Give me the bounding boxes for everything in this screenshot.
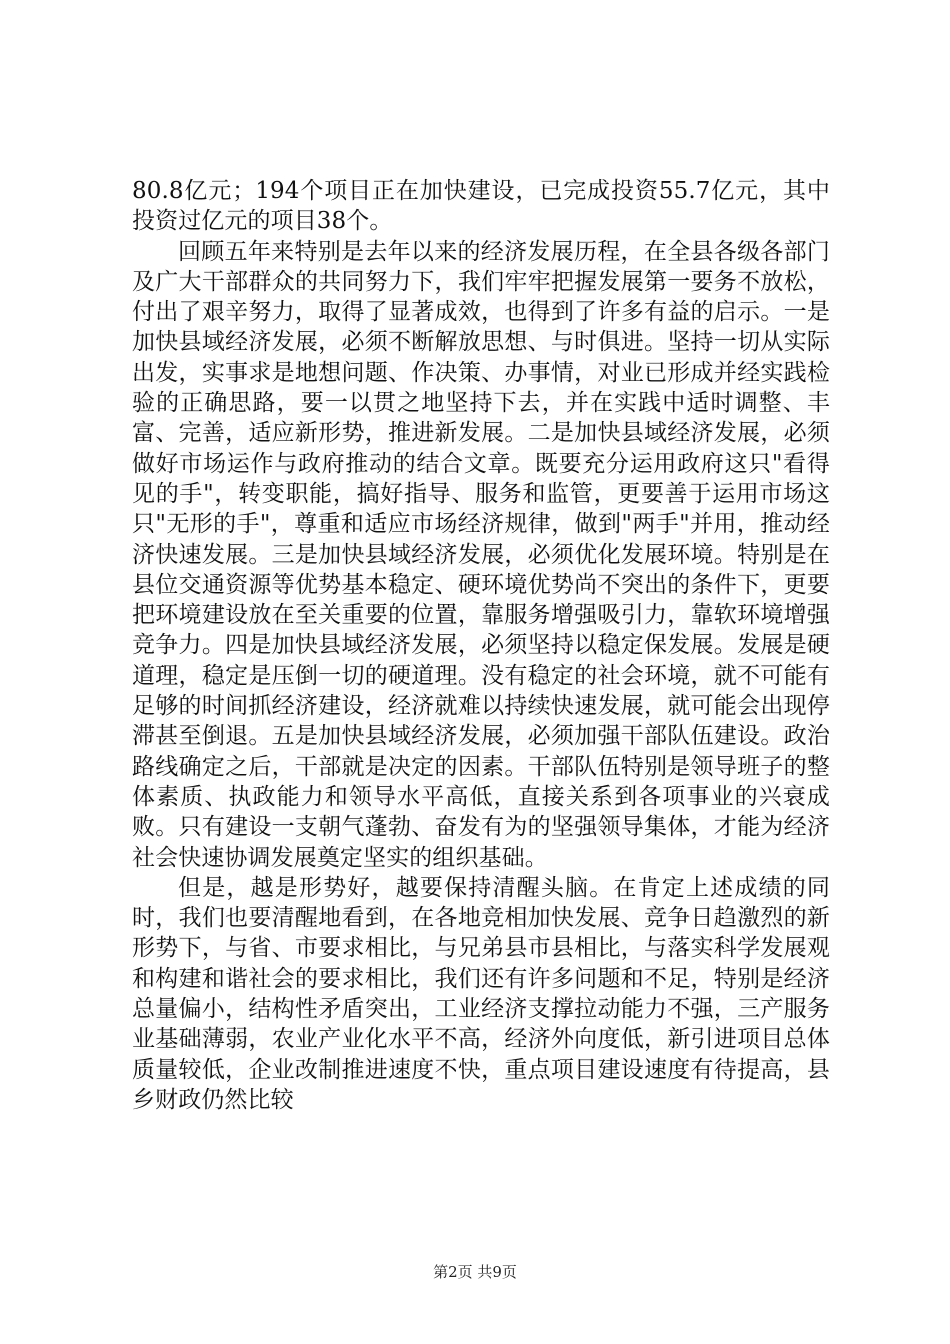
paragraph: 80.8亿元；194个项目正在加快建设，已完成投资55.7亿元，其中投资过亿元的项目38个。 [132,178,830,235]
paragraph: 回顾五年来特别是去年以来的经济发展历程，在全县各级各部门及广大干部群众的共同努力下，我们牢牢把握发展第一要务不放松，付出了艰辛努力，取得了显著成效，也得到了许多有益的启示。一是加快县域经济发展，必须不断解放思想、与时俱进。坚持一切从实际出发，实事求是地想问题、作决策、办事情，对业已形成并经实践检验的正确思路，要一以贯之地坚持下去，并在实践中适时调整、丰富、完善，适应新形势，推进新发展。二是加快县域经济发展，必须做好市场运作与政府推动的结合文章。既要充分运用政府这只"看得见的手"，转变职能，搞好指导、服务和监管，更要善于运用市场这只"无形的手"，尊重和适应市场经济规律，做到"两手"并用，推动经济快速发展。三是加快县域经济发展，必须优化发展环境。特别是在县位交通资源等优势基本稳定、硬环境优势尚不突出的条件下，更要把环境建设放在至关重要的位置，靠服务增强吸引力，靠软环境增强竞争力。四是加快县域经济发展，必须坚持以稳定保发展。发展是硬道理，稳定是压倒一切的硬道理。没有稳定的社会环境，就不可能有足够的时间抓经济建设，经济就难以持续快速发展，就可能会出现停滞甚至倒退。五是加快县域经济发展，必须加强干部队伍建设。政治路线确定之后，干部就是决定的因素。干部队伍特别是领导班子的整体素质、执政能力和领导水平高低，直接关系到各项事业的兴衰成败。只有建设一支朝气蓬勃、奋发有为的坚强领导集体，才能为经济社会快速协调发展奠定坚实的组织基础。 [132,238,830,871]
document-body [132,176,830,1115]
paragraph: 但是，越是形势好，越要保持清醒头脑。在肯定上述成绩的同时，我们也要清醒地看到，在各地竞相加快发展、竞争日趋激烈的新形势下，与省、市要求相比，与兄弟县市县相比，与落实科学发展观和构建和谐社会的要求相比，我们还有许多问题和不足，特别是经济总量偏小，结构性矛盾突出，工业经济支撑拉动能力不强，三产服务业基础薄弱，农业产业化水平不高，经济外向度低，新引进项目总体质量较低，企业改制推进速度不快，重点项目建设速度有待提高，县乡财政仍然比较 [132,874,830,1113]
page-number-footer: 第2页 共9页 [433,1263,517,1281]
